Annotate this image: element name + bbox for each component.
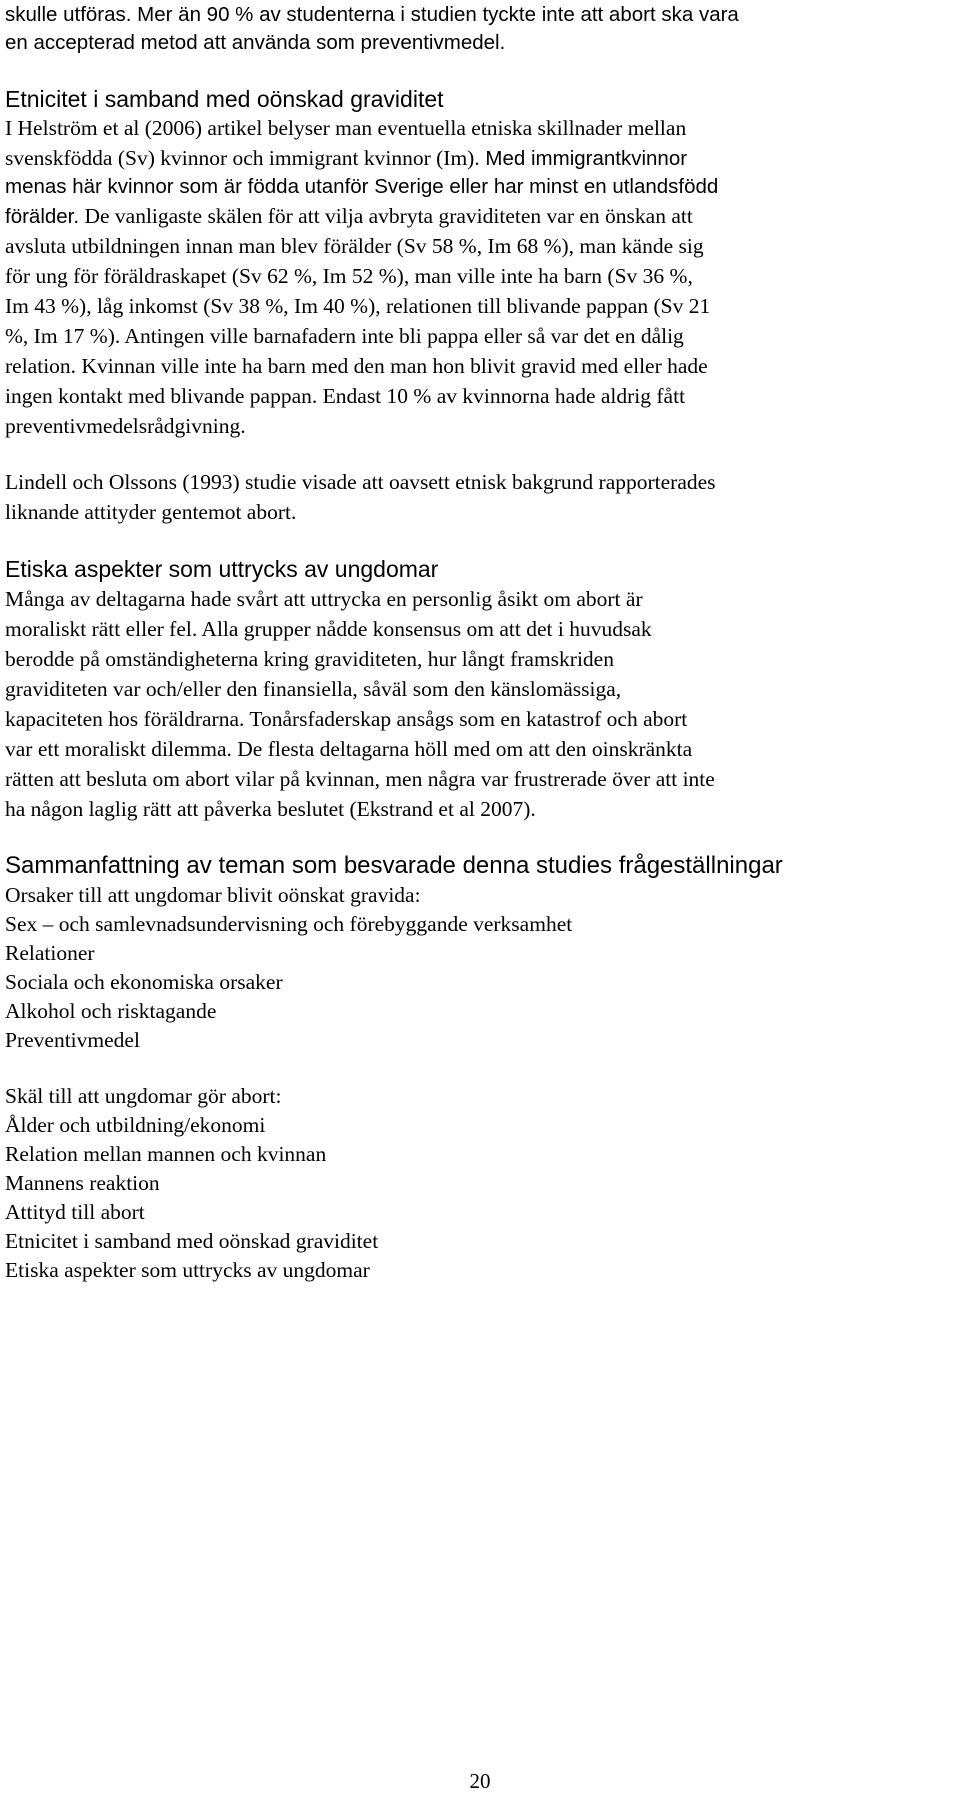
section1-line-1: I Helström et al (2006) artikel belyser man eventuella etniska skillnader mellan: [5, 116, 687, 140]
paragraph2-line-1: Lindell och Olssons (1993) studie visade att oavsett etnisk bakgrund rapporterades: [5, 470, 716, 494]
section1-line-4-sans: förälder.: [5, 205, 80, 228]
section2-line-7: rätten att besluta om abort vilar på kvinnan, men några var frustrerade över att inte: [5, 767, 715, 791]
paragraph2-line-2: liknande attityder gentemot abort.: [5, 500, 297, 524]
list1-item: Relationer: [5, 941, 95, 965]
section1-line-5: avsluta utbildningen innan man blev förälder (Sv 58 %, Im 68 %), man kände sig: [5, 234, 704, 258]
section1-line-6: för ung för föräldraskapet (Sv 62 %, Im 52 %), man ville inte ha barn (Sv 36 %,: [5, 264, 693, 288]
section2-line-6: var ett moraliskt dilemma. De flesta deltagarna höll med om att den oinskränkta: [5, 737, 693, 761]
section1-line-11: preventivmedelsrådgivning.: [5, 414, 246, 438]
section2-line-2: moraliskt rätt eller fel. Alla grupper nådde konsensus om att det i huvudsak: [5, 617, 652, 641]
list1-item: Sociala och ekonomiska orsaker: [5, 970, 283, 994]
section2-line-1: Många av deltagarna hade svårt att uttrycka en personlig åsikt om abort är: [5, 587, 643, 611]
section1-line-9: relation. Kvinnan ville inte ha barn med den man hon blivit gravid med eller hade: [5, 354, 708, 378]
list2-title: Skäl till att ungdomar gör abort:: [5, 1084, 282, 1108]
list1-item: Alkohol och risktagande: [5, 999, 217, 1023]
list1-item: Preventivmedel: [5, 1028, 140, 1052]
list2-item: Etnicitet i samband med oönskad graviditet: [5, 1229, 379, 1253]
intro-line-1: skulle utföras. Mer än 90 % av studenterna i studien tyckte inte att abort ska vara: [5, 3, 739, 26]
intro-line-2: en accepterad metod att använda som preventivmedel.: [5, 31, 506, 54]
section1-line-4-serif: De vanligaste skälen för att vilja avbryta graviditeten var en önskan att: [79, 204, 693, 228]
section2-line-5: kapaciteten hos föräldrarna. Tonårsfaderskap ansågs som en katastrof och abort: [5, 707, 688, 731]
section1-line-8: %, Im 17 %). Antingen ville barnafadern inte bli pappa eller så var det en dålig: [5, 324, 684, 348]
page-number: 20: [469, 1769, 491, 1793]
list1-item: Sex – och samlevnadsundervisning och förebyggande verksamhet: [5, 912, 573, 936]
list2-item: Attityd till abort: [5, 1200, 145, 1224]
section1-line-4: [5, 206, 693, 228]
section2-line-4: graviditeten var och/eller den finansiella, såväl som den känslomässiga,: [5, 677, 622, 701]
section1-line-2: [5, 148, 687, 170]
section1-line-7: Im 43 %), låg inkomst (Sv 38 %, Im 40 %), relationen till blivande pappan (Sv 21: [5, 294, 711, 318]
list2-item: Ålder och utbildning/ekonomi: [5, 1113, 266, 1137]
section1-line-3: menas här kvinnor som är födda utanför Sverige eller har minst en utlandsfödd: [5, 175, 719, 198]
section-heading-etiska: Etiska aspekter som uttrycks av ungdomar: [5, 556, 439, 582]
section1-line-2-serif: svenskfödda (Sv) kvinnor och immigrant kvinnor (Im).: [5, 146, 480, 170]
section1-line-10: ingen kontakt med blivande pappan. Endast 10 % av kvinnorna hade aldrig fått: [5, 384, 686, 408]
section1-line-2-sans: Med immigrantkvinnor: [479, 147, 688, 170]
list2-item: Relation mellan mannen och kvinnan: [5, 1142, 327, 1166]
list1-title: Orsaker till att ungdomar blivit oönskat gravida:: [5, 883, 421, 907]
section2-line-8: ha någon laglig rätt att påverka beslutet (Ekstrand et al 2007).: [5, 797, 536, 821]
section2-line-3: berodde på omständigheterna kring graviditeten, hur långt framskriden: [5, 647, 614, 671]
section-heading-etnicitet: Etnicitet i samband med oönskad graviditet: [5, 86, 444, 112]
section-heading-sammanfattning: Sammanfattning av teman som besvarade denna studies frågeställningar: [5, 852, 783, 879]
list2-item: Etiska aspekter som uttrycks av ungdomar: [5, 1258, 370, 1282]
list2-item: Mannens reaktion: [5, 1171, 160, 1195]
